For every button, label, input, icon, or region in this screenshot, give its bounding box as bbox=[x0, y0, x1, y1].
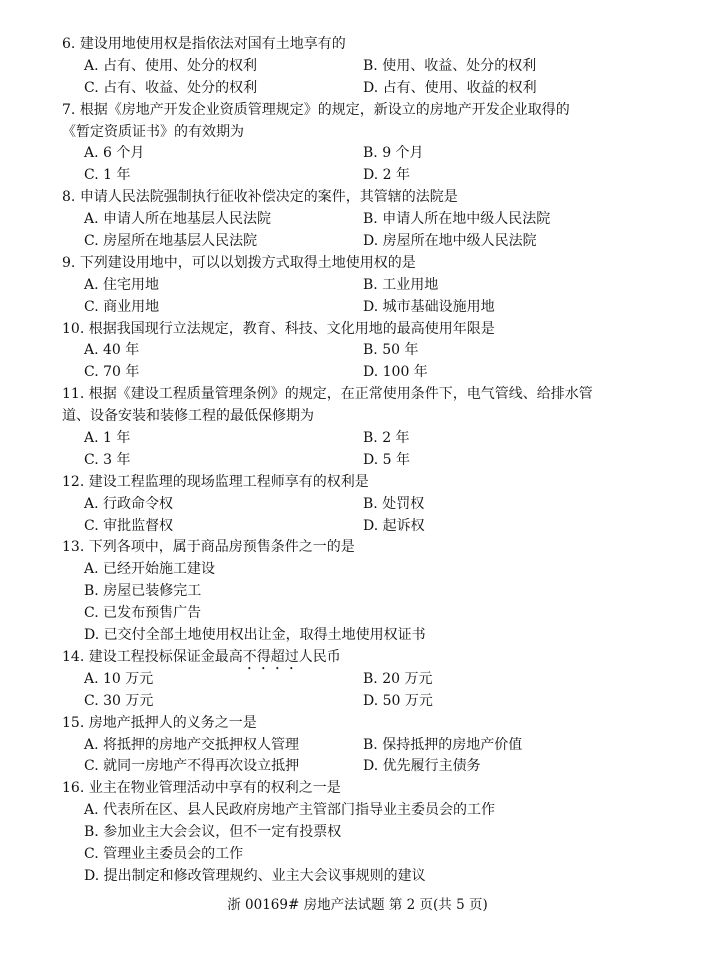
option-row bbox=[62, 691, 642, 713]
question-number: 16. bbox=[62, 780, 85, 797]
option-row bbox=[62, 450, 642, 472]
question-text: 房地产抵押人的义务之一是 bbox=[88, 714, 257, 731]
answer-option: D. 提出制定和修改管理规约、业主大会议事规则的建议 bbox=[84, 867, 426, 884]
answer-option: C. 30 万元 bbox=[84, 692, 154, 709]
answer-option: B. 参加业主大会会议，但不一定有投票权 bbox=[84, 824, 342, 841]
question-number: 9. bbox=[62, 254, 76, 271]
question-stem bbox=[62, 537, 642, 559]
answer-option: B. 20 万元 bbox=[363, 670, 433, 687]
answer-option: D. 起诉权 bbox=[363, 517, 425, 534]
question-16 bbox=[62, 778, 642, 887]
question-stem bbox=[62, 253, 642, 275]
answer-option: B. 工业用地 bbox=[363, 276, 439, 293]
option-row bbox=[62, 669, 642, 691]
answer-option: C. 商业用地 bbox=[84, 298, 160, 315]
option-row bbox=[62, 56, 642, 78]
question-stem bbox=[62, 319, 642, 341]
question-stem-continued bbox=[62, 122, 642, 144]
option-row bbox=[62, 143, 642, 165]
question-number: 6. bbox=[62, 36, 76, 52]
question-stem bbox=[62, 34, 642, 56]
question-number: 13. bbox=[62, 539, 85, 556]
question-text: 下列各项中，属于商品房预售条件之一的是 bbox=[88, 539, 355, 556]
answer-option: C. 已发布预售广告 bbox=[84, 605, 202, 622]
question-text: 道、设备安装和装修工程的最低保修期为 bbox=[62, 408, 314, 425]
answer-option: B. 申请人所在地中级人民法院 bbox=[363, 211, 551, 228]
question-10 bbox=[62, 319, 642, 385]
answer-option: D. 占有、使用、收益的权利 bbox=[363, 79, 537, 96]
answer-option: B. 处罚权 bbox=[363, 495, 425, 512]
answer-option: D. 优先履行主债务 bbox=[363, 758, 481, 775]
question-text: 下列建设用地中，可以以划拨方式取得土地使用权的是 bbox=[79, 254, 416, 271]
option-row bbox=[62, 866, 642, 888]
question-6 bbox=[62, 34, 642, 100]
answer-option: B. 使用、收益、处分的权利 bbox=[363, 57, 537, 74]
option-row bbox=[62, 822, 642, 844]
answer-option: A. 已经开始施工建设 bbox=[84, 561, 216, 578]
question-11 bbox=[62, 384, 642, 472]
question-14 bbox=[62, 647, 642, 713]
option-row bbox=[62, 340, 642, 362]
answer-option: D. 已交付全部土地使用权出让金，取得土地使用权证书 bbox=[84, 627, 426, 644]
answer-option: C. 1 年 bbox=[84, 167, 131, 184]
answer-option: C. 就同一房地产不得再次设立抵押 bbox=[84, 758, 300, 775]
question-stem bbox=[62, 647, 642, 669]
option-row bbox=[62, 78, 642, 100]
answer-option: D. 房屋所在地中级人民法院 bbox=[363, 233, 537, 250]
answer-option: B. 2 年 bbox=[363, 430, 410, 447]
answer-option: B. 房屋已装修完工 bbox=[84, 583, 202, 600]
option-row bbox=[62, 297, 642, 319]
question-stem bbox=[62, 384, 642, 406]
question-text: 申请人民法院强制执行征收补偿决定的案件，其管辖的法院是 bbox=[79, 189, 458, 206]
answer-option: D. 2 年 bbox=[363, 167, 410, 184]
question-number: 15. bbox=[62, 714, 85, 731]
answer-option: A. 40 年 bbox=[84, 342, 140, 359]
question-number: 12. bbox=[62, 473, 85, 490]
option-row bbox=[62, 275, 642, 297]
question-stem bbox=[62, 713, 642, 735]
question-stem-continued bbox=[62, 406, 642, 428]
answer-option: A. 10 万元 bbox=[84, 670, 154, 687]
question-9 bbox=[62, 253, 642, 319]
answer-option: B. 保持抵押的房地产价值 bbox=[363, 736, 523, 753]
answer-option: A. 6 个月 bbox=[84, 145, 145, 162]
question-12 bbox=[62, 472, 642, 538]
question-number: 8. bbox=[62, 189, 76, 206]
question-number: 11. bbox=[62, 386, 85, 403]
answer-option: C. 占有、收益、处分的权利 bbox=[84, 79, 258, 96]
option-row bbox=[62, 559, 642, 581]
option-row bbox=[62, 209, 642, 231]
option-row bbox=[62, 735, 642, 757]
question-stem bbox=[62, 100, 642, 122]
option-row bbox=[62, 231, 642, 253]
question-number: 10. bbox=[62, 320, 85, 337]
answer-option: C. 70 年 bbox=[84, 364, 140, 381]
question-text: 根据我国现行立法规定，教育、科技、文化用地的最高使用年限是 bbox=[88, 320, 495, 337]
question-number: 7. bbox=[62, 101, 76, 118]
option-row bbox=[62, 516, 642, 538]
answer-option: A. 住宅用地 bbox=[84, 276, 160, 293]
question-text: 业主在物业管理活动中享有的权利之一是 bbox=[88, 780, 341, 797]
answer-option: B. 50 年 bbox=[363, 342, 419, 359]
answer-option: A. 将抵押的房地产交抵押权人管理 bbox=[84, 736, 300, 753]
answer-option: A. 代表所在区、县人民政府房地产主管部门指导业主委员会的工作 bbox=[84, 802, 496, 819]
answer-option: A. 占有、使用、处分的权利 bbox=[84, 57, 258, 74]
answer-option: C. 3 年 bbox=[84, 451, 131, 468]
page-footer: 浙 00169# 房地产法试题 第 2 页(共 5 页) bbox=[227, 897, 488, 913]
question-13 bbox=[62, 537, 642, 646]
question-text: 《暂定资质证书》的有效期为 bbox=[62, 123, 244, 140]
answer-option: D. 100 年 bbox=[363, 364, 428, 381]
answer-option: D. 5 年 bbox=[363, 451, 410, 468]
answer-option: A. 行政命令权 bbox=[84, 495, 174, 512]
question-stem bbox=[62, 187, 642, 209]
option-row bbox=[62, 362, 642, 384]
question-15 bbox=[62, 713, 642, 779]
answer-option: D. 城市基础设施用地 bbox=[363, 298, 495, 315]
option-row bbox=[62, 581, 642, 603]
question-text: 建设工程监理的现场监理工程师享有的权利是 bbox=[88, 473, 369, 490]
option-row bbox=[62, 756, 642, 778]
question-7 bbox=[62, 100, 642, 188]
answer-option: C. 管理业主委员会的工作 bbox=[84, 845, 244, 862]
answer-option: C. 审批监督权 bbox=[84, 517, 174, 534]
question-number: 14. bbox=[62, 648, 85, 665]
answer-option: C. 房屋所在地基层人民法院 bbox=[84, 233, 258, 250]
option-row bbox=[62, 603, 642, 625]
option-row bbox=[62, 844, 642, 866]
question-stem bbox=[62, 472, 642, 494]
option-row bbox=[62, 165, 642, 187]
question-text: 建设工程投标保证金最高不得超过人民币 bbox=[88, 648, 341, 665]
question-stem bbox=[62, 778, 642, 800]
option-row bbox=[62, 428, 642, 450]
question-text: 根据《房地产开发企业资质管理规定》的规定，新设立的房地产开发企业取得的 bbox=[79, 101, 570, 118]
option-row bbox=[62, 494, 642, 516]
answer-option: D. 50 万元 bbox=[363, 692, 433, 709]
question-text: 建设用地使用权是指依法对国有土地享有的 bbox=[79, 36, 346, 52]
exam-page bbox=[62, 34, 642, 888]
answer-option: A. 1 年 bbox=[84, 430, 131, 447]
emphasized-text: 不得超过 bbox=[242, 648, 299, 665]
option-row bbox=[62, 800, 642, 822]
answer-option: A. 申请人所在地基层人民法院 bbox=[84, 211, 272, 228]
option-row bbox=[62, 625, 642, 647]
answer-option: B. 9 个月 bbox=[363, 145, 424, 162]
question-text: 根据《建设工程质量管理条例》的规定，在正常使用条件下，电气管线、给排水管 bbox=[88, 386, 593, 403]
question-8 bbox=[62, 187, 642, 253]
